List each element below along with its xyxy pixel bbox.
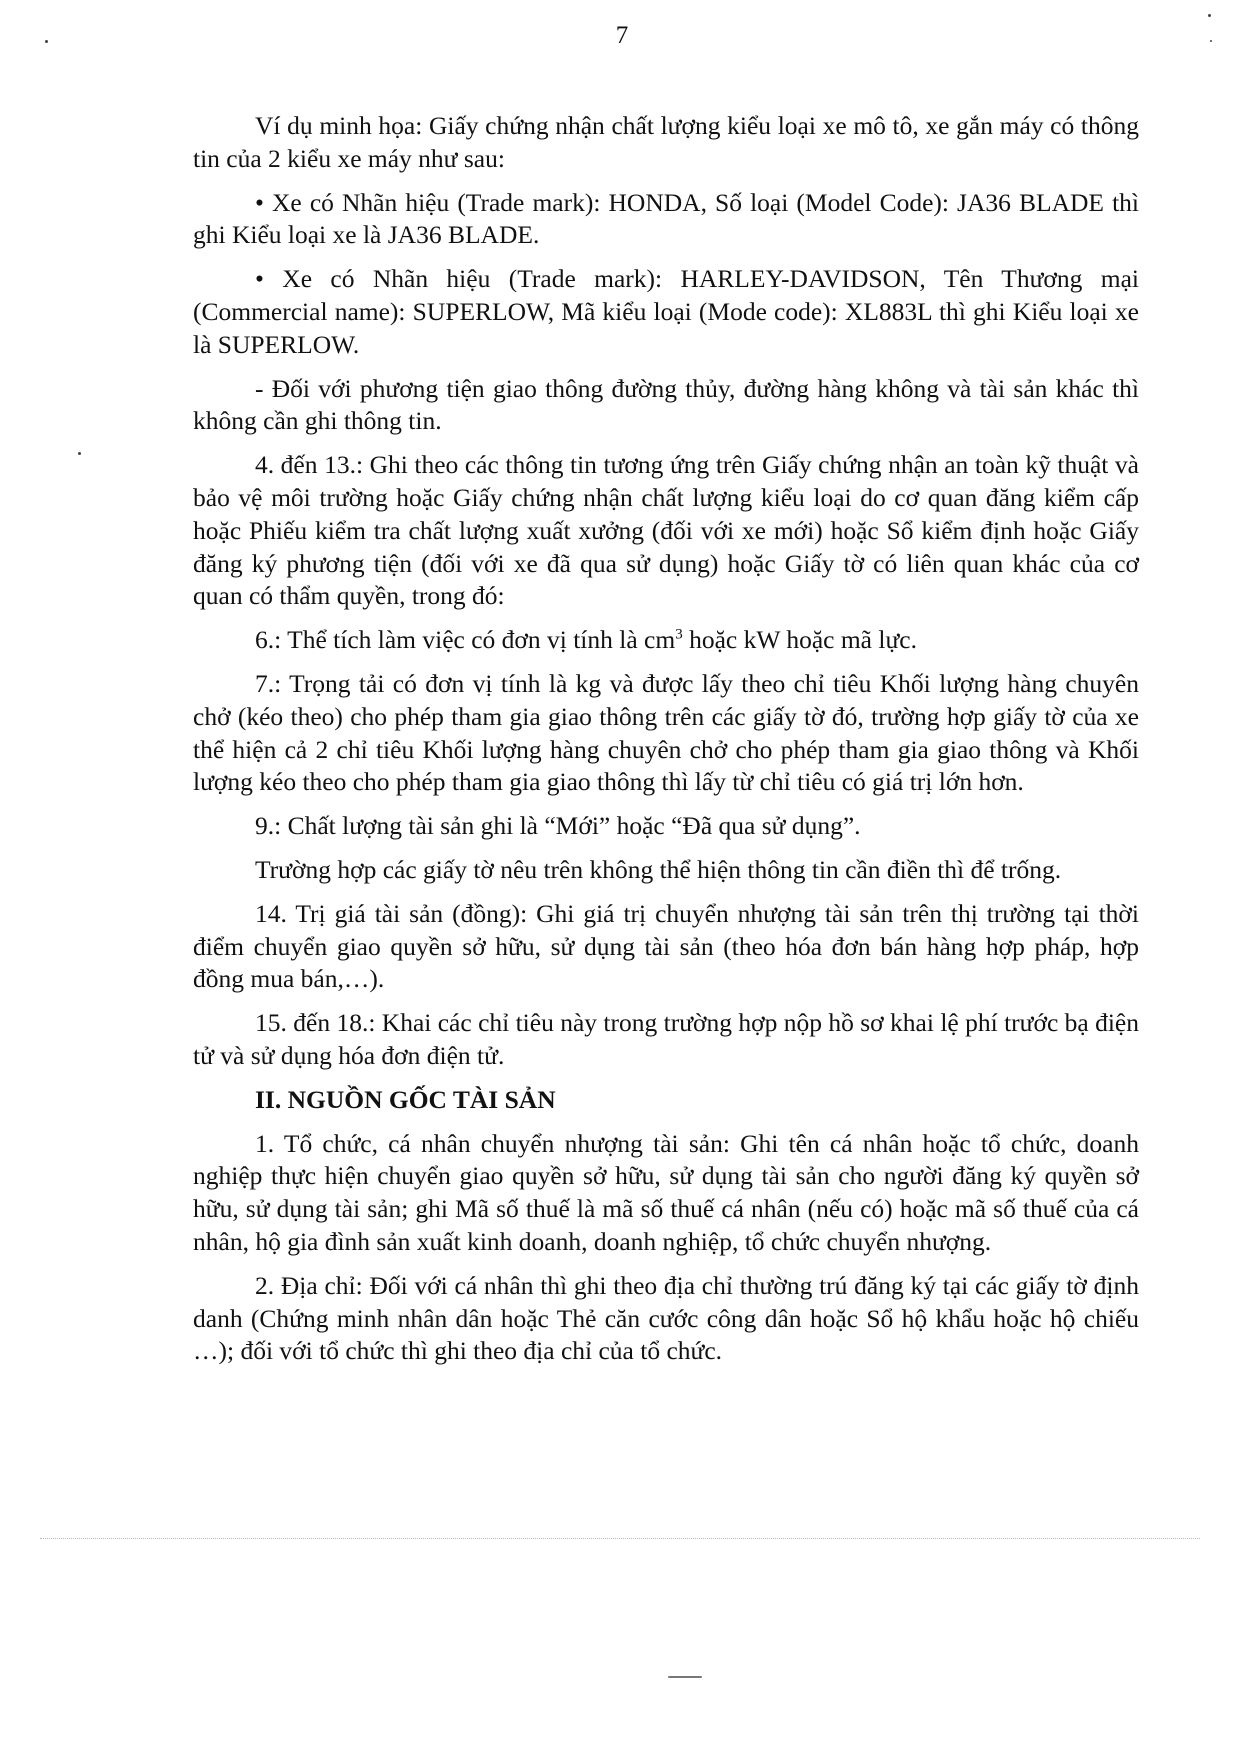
scan-artifact-line — [40, 1538, 1200, 1539]
paragraph-item-6-volume — [193, 624, 1139, 657]
volume-note-superscript: 3 — [675, 626, 683, 643]
paragraph-item-9-quality: 9.: Chất lượng tài sản ghi là “Mới” hoặc “Đã qua sử dụng”. — [255, 811, 861, 841]
scan-speck — [78, 452, 81, 455]
paragraph-empty-fields-note: Trường hợp các giấy tờ nêu trên không thể hiện thông tin cần điền thì để trống. — [255, 854, 1062, 884]
scan-speck — [1208, 14, 1211, 17]
paragraph-address: 2. Địa chỉ: Đối với cá nhân thì ghi theo địa chỉ thường trú đăng ký tại các giấy tờ định danh (Chứng minh nhân dân hoặc Thẻ căn cước công dân hoặc Sổ hộ khẩu hoặc hộ chiếu …); đối với tổ chức thì ghi theo địa chỉ của tổ chức. — [193, 1270, 1139, 1366]
paragraph-waterway-note: - Đối với phương tiện giao thông đường thủy, đường hàng không và tài sản khác thì không cần ghi thông tin. — [193, 373, 1139, 436]
page-number: 7 — [615, 22, 629, 49]
paragraph-honda-example: • Xe có Nhãn hiệu (Trade mark): HONDA, Số loại (Model Code): JA36 BLADE thì ghi Kiểu loại xe là JA36 BLADE. — [193, 187, 1139, 250]
scan-speck — [1210, 40, 1212, 42]
paragraph-items-4-13: 4. đến 13.: Ghi theo các thông tin tương ứng trên Giấy chứng nhận an toàn kỹ thuật và bảo vệ môi trường hoặc Giấy chứng nhận chất lượng kiểu loại do cơ quan đăng kiểm cấp hoặc Phiếu kiểm tra chất lượng xuất xưởng (đối với xe mới) hoặc Sổ kiểm định hoặc Giấy đăng ký phương tiện (đối với xe đã qua sử dụng) hoặc Giấy tờ có liên quan khác của cơ quan có thẩm quyền, trong đó: — [193, 450, 1139, 611]
volume-note-tail: hoặc kW hoặc mã lực. — [682, 625, 917, 655]
section-heading: II. NGUỒN GỐC TÀI SẢN — [255, 1084, 556, 1114]
scan-speck — [668, 1676, 702, 1678]
paragraph-item-7-payload: 7.: Trọng tải có đơn vị tính là kg và được lấy theo chỉ tiêu Khối lượng hàng chuyên chở (kéo theo) cho phép tham gia giao thông trên các giấy tờ đó, trường hợp giấy tờ của xe thể hiện cả 2 chỉ tiêu Khối lượng hàng chuyên chở cho phép tham gia giao thông và Khối lượng kéo theo cho phép tham gia giao thông thì lấy từ chỉ tiêu có giá trị lớn hơn. — [193, 668, 1139, 797]
document-body — [193, 110, 1139, 1379]
scan-speck — [45, 40, 48, 43]
paragraph-harley-example: • Xe có Nhãn hiệu (Trade mark): HARLEY-DAVIDSON, Tên Thương mại (Commercial name): SUPERLOW, Mã kiểu loại (Mode code): XL883L thì ghi Kiểu loại xe là SUPERLOW. — [193, 264, 1139, 359]
paragraph-example-intro: Ví dụ minh họa: Giấy chứng nhận chất lượng kiểu loại xe mô tô, xe gắn máy có thông tin của 2 kiểu xe máy như sau: — [193, 111, 1139, 173]
paragraph-transferor: 1. Tổ chức, cá nhân chuyển nhượng tài sản: Ghi tên cá nhân hoặc tổ chức, doanh nghiệp thực hiện chuyển giao quyền sở hữu, sử dụng tài sản cho người đăng ký quyền sở hữu, sử dụng tài sản; ghi Mã số thuế là mã số thuế cá nhân (nếu có) hoặc mã số thuế của cá nhân, hộ gia đình sản xuất kinh doanh, doanh nghiệp, tổ chức chuyển nhượng. — [193, 1128, 1139, 1256]
paragraph-item-14-value: 14. Trị giá tài sản (đồng): Ghi giá trị chuyển nhượng tài sản trên thị trường tại thời điểm chuyển giao quyền sở hữu, sử dụng tài sản (theo hóa đơn bán hàng hợp pháp, hợp đồng mua bán,…). — [193, 898, 1139, 994]
volume-note-text: 6.: Thể tích làm việc có đơn vị tính là cm — [255, 625, 676, 655]
paragraph-items-15-18: 15. đến 18.: Khai các chỉ tiêu này trong trường hợp nộp hồ sơ khai lệ phí trước bạ điện tử và sử dụng hóa đơn điện tử. — [193, 1008, 1139, 1070]
